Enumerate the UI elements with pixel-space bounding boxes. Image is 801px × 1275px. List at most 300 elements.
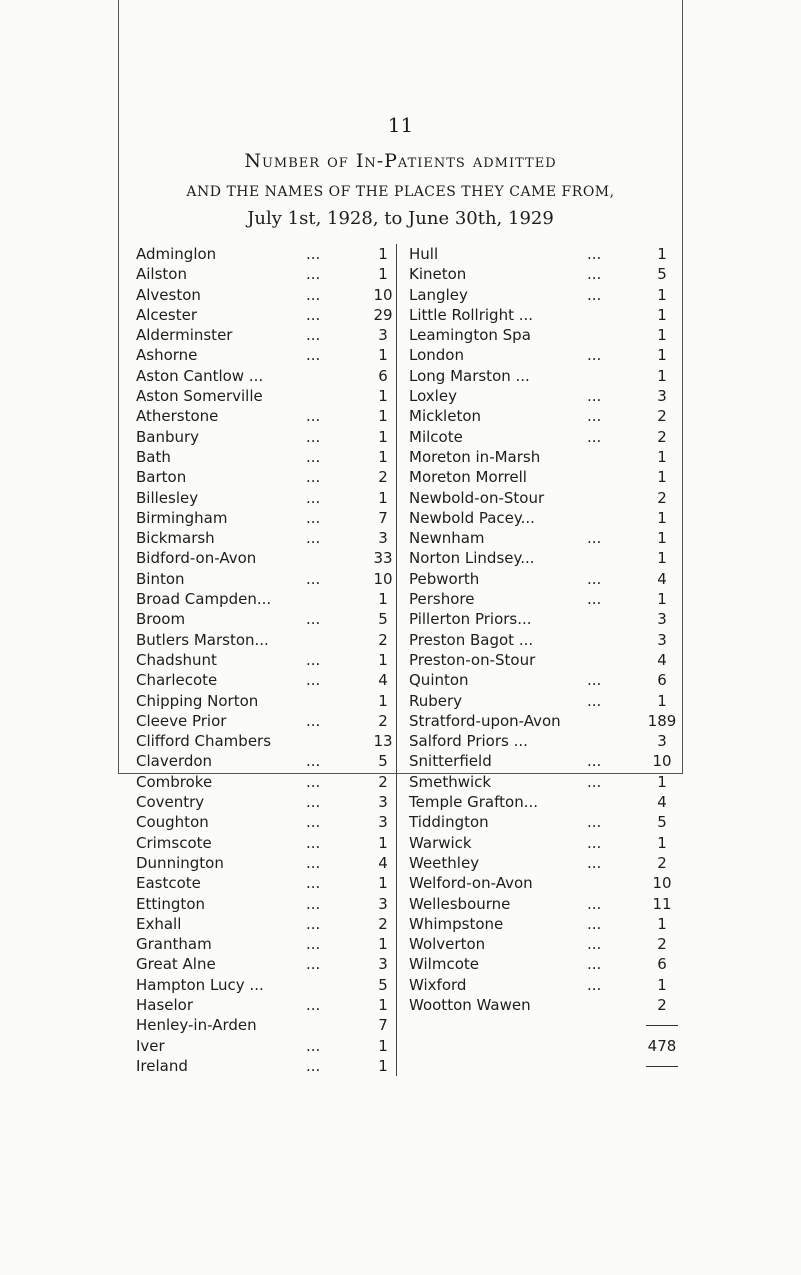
list-item [397, 609, 679, 629]
leader-dots: ... [587, 894, 602, 913]
place-name: Coughton [136, 813, 209, 832]
patient-count: 5 [378, 752, 388, 771]
patient-count: 1 [657, 346, 667, 365]
list-item [136, 751, 398, 771]
list-item [136, 812, 398, 832]
place-name: Salford Priors ... [409, 732, 528, 751]
leader-dots: ... [306, 285, 321, 304]
list-item [397, 691, 679, 711]
patient-count: 189 [647, 711, 677, 730]
place-name: Chipping Norton [136, 691, 259, 710]
page-number: 11 [387, 113, 414, 137]
right-column [396, 244, 679, 1076]
place-name: Eastcote [136, 874, 201, 893]
place-name: Great Alne [136, 955, 216, 974]
leader-dots: ... [587, 772, 602, 791]
leader-dots: ... [306, 529, 321, 548]
leader-dots: ... [587, 285, 602, 304]
list-item [136, 305, 398, 325]
list-item [397, 305, 679, 325]
list-item [136, 711, 398, 731]
patient-count: 2 [657, 488, 667, 507]
list-item [397, 366, 679, 386]
patient-count: 6 [657, 955, 667, 974]
leader-dots: ... [306, 508, 321, 527]
place-name: Pebworth [409, 569, 480, 588]
list-item [136, 285, 398, 305]
patient-count: 3 [378, 793, 388, 812]
leader-dots: ... [306, 407, 321, 426]
list-item [397, 711, 679, 731]
place-name: Hull [409, 245, 439, 263]
patient-count: 2 [657, 853, 667, 872]
patient-count: 1 [657, 285, 667, 304]
leader-dots: ... [587, 813, 602, 832]
place-name: Snitterfield [409, 752, 492, 771]
patient-count: 3 [378, 813, 388, 832]
patient-count: 2 [657, 995, 667, 1014]
list-item [397, 386, 679, 406]
leader-dots: ... [306, 610, 321, 629]
list-item [397, 751, 679, 771]
patient-count: 3 [378, 529, 388, 548]
leader-dots: ... [306, 772, 321, 791]
place-name: Rubery [409, 691, 463, 710]
place-name: Banbury [136, 427, 200, 446]
place-name: Exhall [136, 914, 182, 933]
leader-dots: ... [306, 1036, 321, 1055]
patient-count: 29 [373, 305, 393, 324]
leader-dots: ... [306, 914, 321, 933]
patient-count: 2 [378, 468, 388, 487]
list-item [397, 995, 679, 1015]
patient-count: 4 [657, 569, 667, 588]
patient-count: 1 [657, 529, 667, 548]
leader-dots: ... [587, 935, 602, 954]
leader-dots: ... [306, 813, 321, 832]
patient-count: 1 [657, 549, 667, 568]
patient-count: 1 [657, 914, 667, 933]
list-item [397, 589, 679, 609]
patient-count: 10 [373, 569, 393, 588]
place-name: Birmingham [136, 508, 228, 527]
leader-dots: ... [587, 975, 602, 994]
list-item [136, 325, 398, 345]
place-name: Adminglon [136, 245, 217, 263]
place-name: Haselor [136, 995, 194, 1014]
patient-count: 1 [378, 935, 388, 954]
leader-dots: ... [306, 468, 321, 487]
leader-dots: ... [587, 671, 602, 690]
list-item [136, 630, 398, 650]
list-item [136, 569, 398, 589]
leader-dots: ... [306, 935, 321, 954]
place-name: Barton [136, 468, 187, 487]
left-column [136, 244, 398, 1076]
leader-dots: ... [306, 346, 321, 365]
place-name: Warwick [409, 833, 472, 852]
place-name: Claverdon [136, 752, 213, 771]
patient-count: 5 [378, 975, 388, 994]
patient-count: 1 [378, 1056, 388, 1075]
list-item [136, 406, 398, 426]
list-item [397, 954, 679, 974]
place-name: Wilmcote [409, 955, 479, 974]
place-name: Kineton [409, 265, 467, 284]
list-item [397, 873, 679, 893]
list-item [136, 1015, 398, 1035]
patient-count: 3 [657, 610, 667, 629]
place-name: Bath [136, 447, 171, 466]
place-name: Pershore [409, 590, 475, 609]
list-item [397, 670, 679, 690]
patient-count: 3 [657, 387, 667, 406]
list-item [136, 1056, 398, 1076]
place-name: Dunnington [136, 853, 224, 872]
list-item [397, 427, 679, 447]
list-item [136, 772, 398, 792]
list-item [136, 508, 398, 528]
list-item [136, 670, 398, 690]
patient-count: 4 [657, 793, 667, 812]
place-name: Stratford-upon-Avon [409, 711, 561, 730]
patient-count: 1 [657, 245, 667, 263]
patient-count: 3 [378, 955, 388, 974]
place-name: Wellesbourne [409, 894, 511, 913]
place-name: Ashorne [136, 346, 198, 365]
list-item [397, 914, 679, 934]
patient-count: 1 [378, 488, 388, 507]
place-name: Leamington Spa [409, 326, 531, 345]
leader-dots: ... [306, 488, 321, 507]
leader-dots: ... [306, 427, 321, 446]
leader-dots: ... [587, 427, 602, 446]
leader-dots: ... [587, 529, 602, 548]
place-name: Atherstone [136, 407, 219, 426]
leader-dots: ... [306, 955, 321, 974]
patient-count: 6 [378, 366, 388, 385]
patient-count: 1 [657, 691, 667, 710]
place-name: Smethwick [409, 772, 492, 791]
leader-dots: ... [587, 955, 602, 974]
patient-count: 10 [373, 285, 393, 304]
patient-count: 13 [373, 732, 393, 751]
patient-count: 1 [378, 691, 388, 710]
place-name: Charlecote [136, 671, 218, 690]
place-name: Alcester [136, 305, 197, 324]
list-item [136, 873, 398, 893]
patient-count: 2 [378, 772, 388, 791]
list-item [136, 731, 398, 751]
list-item [136, 467, 398, 487]
place-name: Aston Cantlow ... [136, 366, 264, 385]
leader-dots: ... [306, 793, 321, 812]
leader-dots: ... [587, 387, 602, 406]
total-rule [645, 1015, 679, 1035]
list-item [136, 1036, 398, 1056]
patient-count: 1 [378, 265, 388, 284]
list-item [397, 406, 679, 426]
place-name: Preston-on-Stour [409, 650, 536, 669]
leader-dots: ... [587, 752, 602, 771]
patient-count: 2 [657, 935, 667, 954]
patient-count: 1 [378, 407, 388, 426]
patient-count: 1 [378, 387, 388, 406]
place-name: Ettington [136, 894, 206, 913]
patient-count: 33 [373, 549, 393, 568]
list-item [136, 995, 398, 1015]
list-item [397, 447, 679, 467]
patient-count: 7 [378, 1016, 388, 1035]
list-item [136, 488, 398, 508]
leader-dots: ... [306, 995, 321, 1014]
list-item [136, 366, 398, 386]
list-item [397, 934, 679, 954]
place-name: Clifford Chambers [136, 732, 272, 751]
leader-dots: ... [306, 833, 321, 852]
place-name: Chadshunt [136, 650, 217, 669]
list-item [136, 386, 398, 406]
place-name: Milcote [409, 427, 463, 446]
list-item [397, 264, 679, 284]
leader-dots: ... [306, 1056, 321, 1075]
leader-dots: ... [306, 650, 321, 669]
list-item [397, 467, 679, 487]
patient-count: 5 [657, 813, 667, 832]
place-name: Langley [409, 285, 468, 304]
place-name: Henley-in-Arden [136, 1016, 257, 1035]
patient-count: 4 [657, 650, 667, 669]
total-row [397, 1036, 679, 1056]
list-item [397, 508, 679, 528]
title-line-1: Number of In-Patients admitted [244, 150, 557, 172]
list-item [136, 975, 398, 995]
total-rule-row [397, 1056, 679, 1076]
list-item [136, 548, 398, 568]
place-name: Newbold Pacey... [409, 508, 535, 527]
patient-count: 5 [657, 265, 667, 284]
place-name: Wootton Wawen [409, 995, 531, 1014]
place-name: Welford-on-Avon [409, 874, 533, 893]
place-name: Wolverton [409, 935, 486, 954]
list-item [136, 792, 398, 812]
patient-count: 4 [378, 671, 388, 690]
patient-count: 1 [378, 650, 388, 669]
place-name: Grantham [136, 935, 212, 954]
leader-dots: ... [587, 346, 602, 365]
leader-dots: ... [306, 894, 321, 913]
place-name: Preston Bagot ... [409, 630, 534, 649]
list-item [136, 528, 398, 548]
list-item [397, 853, 679, 873]
place-name: London [409, 346, 464, 365]
list-item [136, 650, 398, 670]
place-name: Hampton Lucy ... [136, 975, 264, 994]
place-name: Whimpstone [409, 914, 504, 933]
place-name: Long Marston ... [409, 366, 530, 385]
total-rule [645, 1056, 679, 1076]
list-item [136, 609, 398, 629]
place-name: Newnham [409, 529, 485, 548]
list-item [136, 853, 398, 873]
place-name: Temple Grafton... [409, 793, 539, 812]
place-name: Combroke [136, 772, 213, 791]
patient-count: 3 [657, 630, 667, 649]
place-name: Moreton Morrell [409, 468, 527, 487]
patient-count: 2 [657, 427, 667, 446]
patient-count: 4 [378, 853, 388, 872]
place-name: Pillerton Priors... [409, 610, 532, 629]
list-item [136, 954, 398, 974]
leader-dots: ... [587, 265, 602, 284]
patient-count: 3 [378, 894, 388, 913]
list-item [397, 731, 679, 751]
place-name: Billesley [136, 488, 199, 507]
patient-count: 2 [378, 630, 388, 649]
list-item [136, 691, 398, 711]
total-rule-row [397, 1015, 679, 1035]
patient-count: 1 [657, 975, 667, 994]
place-name: Ailston [136, 265, 187, 284]
place-name: Moreton in-Marsh [409, 447, 541, 466]
place-name: Bidford-on-Avon [136, 549, 257, 568]
leader-dots: ... [306, 671, 321, 690]
list-item [397, 833, 679, 853]
patient-count: 1 [378, 1036, 388, 1055]
place-name: Weethley [409, 853, 480, 872]
patient-count: 1 [378, 874, 388, 893]
list-item [397, 630, 679, 650]
patient-count: 1 [378, 346, 388, 365]
place-name: Little Rollright ... [409, 305, 534, 324]
list-item [397, 345, 679, 365]
patient-count: 1 [657, 468, 667, 487]
patient-count: 1 [657, 833, 667, 852]
place-name: Quinton [409, 671, 469, 690]
patient-count: 6 [657, 671, 667, 690]
list-item [397, 772, 679, 792]
list-item [397, 569, 679, 589]
list-item [397, 812, 679, 832]
patient-count: 1 [657, 366, 667, 385]
leader-dots: ... [587, 569, 602, 588]
leader-dots: ... [306, 265, 321, 284]
leader-dots: ... [306, 853, 321, 872]
list-item [136, 427, 398, 447]
place-name: Aston Somerville [136, 387, 263, 406]
patient-count: 2 [378, 711, 388, 730]
list-item [397, 894, 679, 914]
list-item [397, 792, 679, 812]
leader-dots: ... [306, 874, 321, 893]
list-item [397, 285, 679, 305]
list-item [397, 528, 679, 548]
place-name: Broom [136, 610, 186, 629]
leader-dots: ... [587, 914, 602, 933]
list-item [397, 650, 679, 670]
place-name: Cleeve Prior [136, 711, 227, 730]
place-name: Coventry [136, 793, 205, 812]
leader-dots: ... [306, 326, 321, 345]
patient-count: 10 [652, 752, 672, 771]
leader-dots: ... [306, 245, 321, 263]
leader-dots: ... [306, 752, 321, 771]
place-name: Iver [136, 1036, 165, 1055]
leader-dots: ... [306, 447, 321, 466]
leader-dots: ... [306, 569, 321, 588]
list-item [136, 914, 398, 934]
patient-count: 1 [378, 590, 388, 609]
list-item [136, 833, 398, 853]
place-name: Bickmarsh [136, 529, 215, 548]
leader-dots: ... [306, 711, 321, 730]
title-line-2: AND THE NAMES OF THE PLACES THEY CAME FROM, [186, 184, 615, 200]
list-item [136, 345, 398, 365]
patient-count: 2 [378, 914, 388, 933]
place-name: Alveston [136, 285, 201, 304]
place-name: Alderminster [136, 326, 233, 345]
total-count: 478 [647, 1036, 677, 1055]
patient-count: 1 [378, 995, 388, 1014]
place-name: Wixford [409, 975, 467, 994]
patient-count: 1 [657, 590, 667, 609]
patient-count: 1 [378, 427, 388, 446]
leader-dots: ... [306, 305, 321, 324]
list-item [136, 244, 398, 264]
patient-count: 1 [657, 326, 667, 345]
leader-dots: ... [587, 691, 602, 710]
patient-count: 1 [657, 305, 667, 324]
place-name: Butlers Marston... [136, 630, 269, 649]
list-item [397, 975, 679, 995]
leader-dots: ... [587, 833, 602, 852]
patient-count: 10 [652, 874, 672, 893]
place-name: Binton [136, 569, 185, 588]
place-name: Loxley [409, 387, 457, 406]
place-name: Broad Campden... [136, 590, 272, 609]
patient-count: 2 [657, 407, 667, 426]
place-name: Crimscote [136, 833, 212, 852]
place-name: Tiddington [409, 813, 489, 832]
place-name: Newbold-on-Stour [409, 488, 545, 507]
list-item [397, 325, 679, 345]
leader-dots: ... [587, 245, 602, 263]
patient-count: 1 [657, 447, 667, 466]
patient-count: 1 [378, 245, 388, 263]
list-item [397, 548, 679, 568]
leader-dots: ... [587, 853, 602, 872]
leader-dots: ... [587, 590, 602, 609]
patient-count: 5 [378, 610, 388, 629]
patient-count: 3 [657, 732, 667, 751]
list-item [136, 447, 398, 467]
patient-count: 3 [378, 326, 388, 345]
title-line-3: July 1st, 1928, to June 30th, 1929 [247, 208, 554, 229]
list-item [397, 244, 679, 264]
list-item [136, 894, 398, 914]
list-item [397, 488, 679, 508]
patient-count: 1 [378, 447, 388, 466]
patient-count: 1 [657, 772, 667, 791]
list-item [136, 934, 398, 954]
patient-count: 1 [378, 833, 388, 852]
place-name: Mickleton [409, 407, 482, 426]
patient-count: 1 [657, 508, 667, 527]
place-name: Norton Lindsey... [409, 549, 535, 568]
patient-count: 11 [652, 894, 672, 913]
place-name: Ireland [136, 1056, 188, 1075]
list-item [136, 264, 398, 284]
